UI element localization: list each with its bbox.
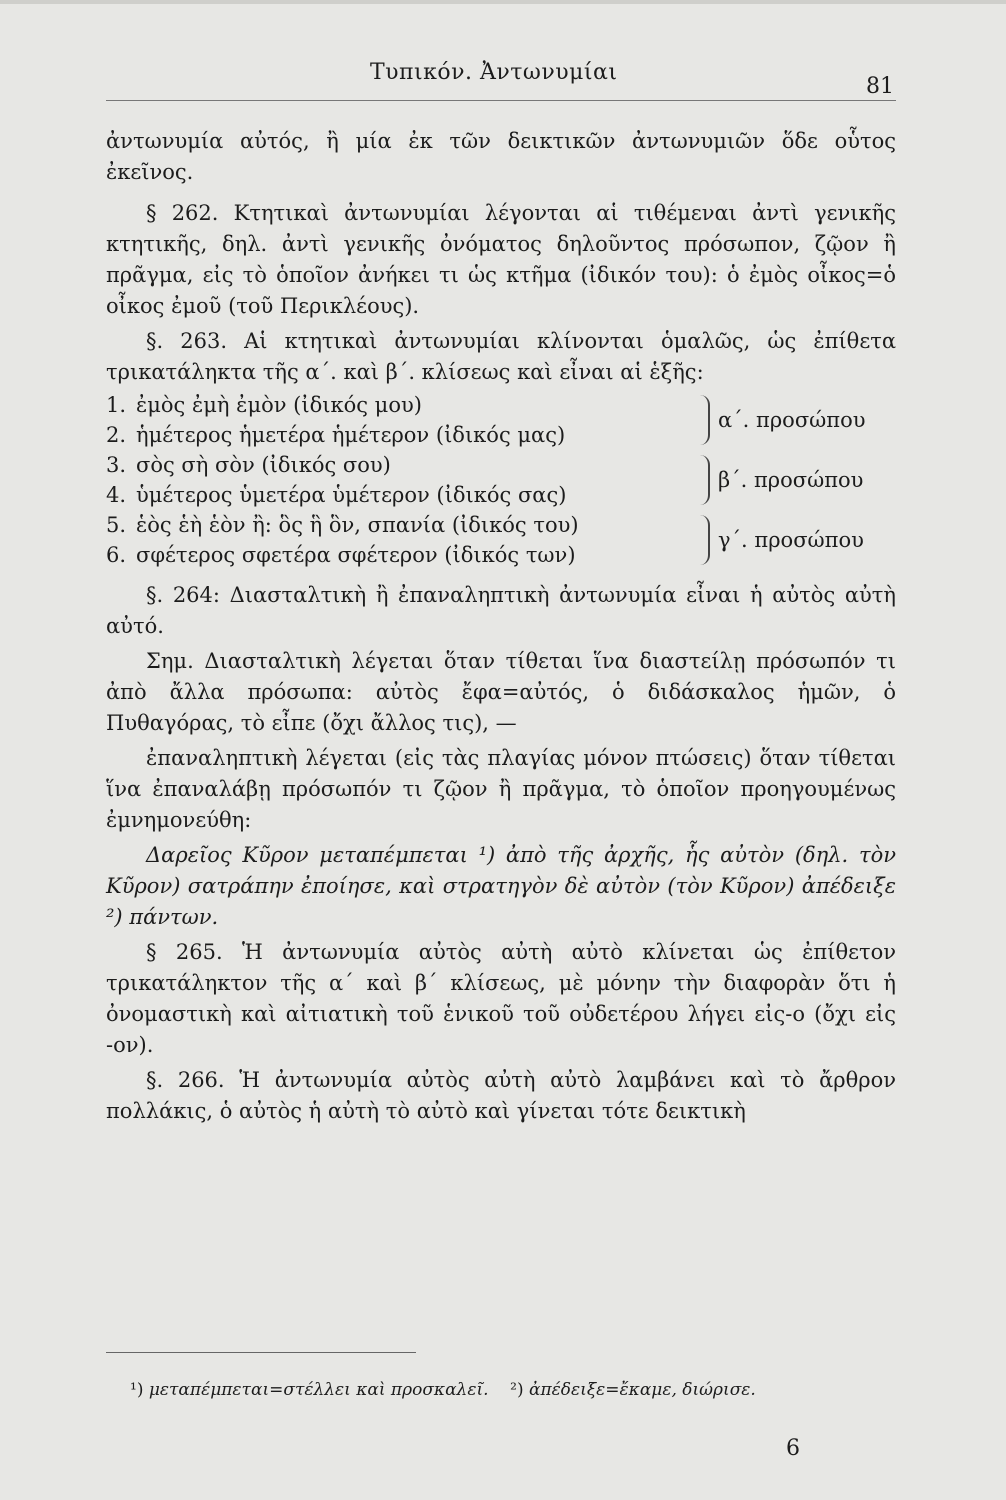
example-paragraph: Δαρεῖος Κῦρον μεταπέμπεται ¹) ἀπὸ τῆς ἀρχῆς, ἧς αὐτὸν (δηλ. τὸν Κῦρον) σατράπην ἐποίησε, καὶ στρατηγὸν δὲ αὐτὸν (τὸν Κῦρον) ἀπέδειξε ²) πάντων. (106, 843, 896, 929)
top-edge (0, 0, 1006, 4)
table-row: 1. ἐμὸς ἐμὴ ἐμὸν (ἰδικός μου) (106, 393, 422, 417)
paragraph-265: § 265. Ἡ ἀντωνυμία αὐτὸς αὐτὴ αὐτὸ κλίνεται ὡς ἐπίθετον τρικατάληκτον τῆς α΄ καὶ β΄ κλίσεως, μὲ μόνην τὴν διαφορὰν ὅτι ἡ ὀνομαστικὴ καὶ αἰτιατικὴ τοῦ ἑνικοῦ τοῦ οὐδετέρου λήγει εἰς-ο (ὄχι εἰς -ον). (106, 940, 896, 1057)
footnote-rule (106, 1352, 416, 1353)
note-paragraph: Σημ. Διασταλτικὴ λέγεται ὅταν τίθεται ἵνα διαστείλῃ πρόσωπόν τι ἀπὸ ἄλλα πρόσωπα: αὐτὸς ἔφα=αὐτός, ὁ διδάσκαλος ἡμῶν, ὁ Πυθαγόρας, τὸ εἶπε (ὄχι ἄλλος τις), — (106, 649, 896, 735)
footnote-1: μεταπέμπεται=στέλλει καὶ προσκαλεῖ. (148, 1380, 489, 1400)
table-row: 6. σφέτερος σφετέρα σφέτερον (ἰδικός των) (106, 543, 576, 567)
person-label: γ΄. προσώπου (718, 527, 864, 552)
header-rule (106, 100, 896, 101)
paragraph-continuation: ἀντωνυμία αὐτός, ἢ μία ἐκ τῶν δεικτικῶν ἀντωνυμιῶν ὅδε οὗτος ἐκεῖνος. (106, 129, 896, 184)
paragraph-263: §. 263. Αἱ κτητικαὶ ἀντωνυμίαι κλίνονται ὁμαλῶς, ὡς ἐπίθετα τρικατάληκτα τῆς α΄. καὶ β΄. κλίσεως καὶ εἶναι αἱ ἑξῆς: (106, 329, 896, 384)
signature-number: 6 (786, 1436, 800, 1461)
table-group-first-person (106, 390, 896, 450)
brace (692, 395, 710, 445)
pronoun-table (106, 390, 896, 570)
footnote-marker: ¹) (130, 1380, 144, 1400)
paragraph-262: § 262. Κτητικαὶ ἀντωνυμίαι λέγονται αἱ τιθέμεναι ἀντὶ γενικῆς κτητικῆς, δηλ. ἀντὶ γενικῆς ὀνόματος δηλοῦντος πρόσωπον, ζῷον ἢ πρᾶγμα, εἰς τὸ ὁποῖον ἀνήκει τι ὡς κτῆμα (ἰδικόν του): ὁ ἐμὸς οἶκος=ὁ οἶκος ἐμοῦ (τοῦ Περικλέους). (106, 201, 896, 318)
table-row: 4. ὑμέτερος ὑμετέρα ὑμέτερον (ἰδικός σας) (106, 483, 567, 507)
table-group-third-person (106, 510, 896, 570)
footnote-marker: ²) (510, 1380, 524, 1400)
table-row: 2. ἡμέτερος ἡμετέρα ἡμέτερον (ἰδικός μας) (106, 423, 566, 447)
table-group-second-person (106, 450, 896, 510)
page-number: 81 (866, 74, 894, 99)
footnote-2: ἀπέδειξε=ἔκαμε, διώρισε. (529, 1380, 756, 1400)
body-text (106, 126, 896, 1127)
brace (692, 515, 710, 565)
person-label: α΄. προσώπου (718, 407, 866, 432)
footnotes (130, 1378, 890, 1402)
paragraph-266: §. 266. Ἡ ἀντωνυμία αὐτὸς αὐτὴ αὐτὸ λαμβάνει καὶ τὸ ἄρθρον πολλάκις, ὁ αὐτὸς ἡ αὐτὴ τὸ αὐτὸ καὶ γίνεται τότε δεικτικὴ (106, 1068, 896, 1123)
person-label: β΄. προσώπου (718, 467, 864, 492)
brace (692, 455, 710, 505)
running-title: Τυπικόν. Ἀντωνυμίαι (370, 60, 618, 85)
paragraph-264: §. 264: Διασταλτικὴ ἢ ἐπαναληπτικὴ ἀντωνυμία εἶναι ἡ αὐτὸς αὐτὴ αὐτό. (106, 583, 896, 638)
note-paragraph-continued: ἐπαναληπτικὴ λέγεται (εἰς τὰς πλαγίας μόνον πτώσεις) ὅταν τίθεται ἵνα ἐπαναλάβῃ πρόσωπόν τι ζῷον ἢ πρᾶγμα, τὸ ὁποῖον προηγουμένως ἐμνημονεύθη: (106, 746, 896, 832)
table-row: 5. ἑὸς ἑὴ ἑὸν ἢ: ὃς ἣ ὃν, σπανία (ἰδικός του) (106, 513, 579, 537)
table-row: 3. σὸς σὴ σὸν (ἰδικός σου) (106, 453, 391, 477)
